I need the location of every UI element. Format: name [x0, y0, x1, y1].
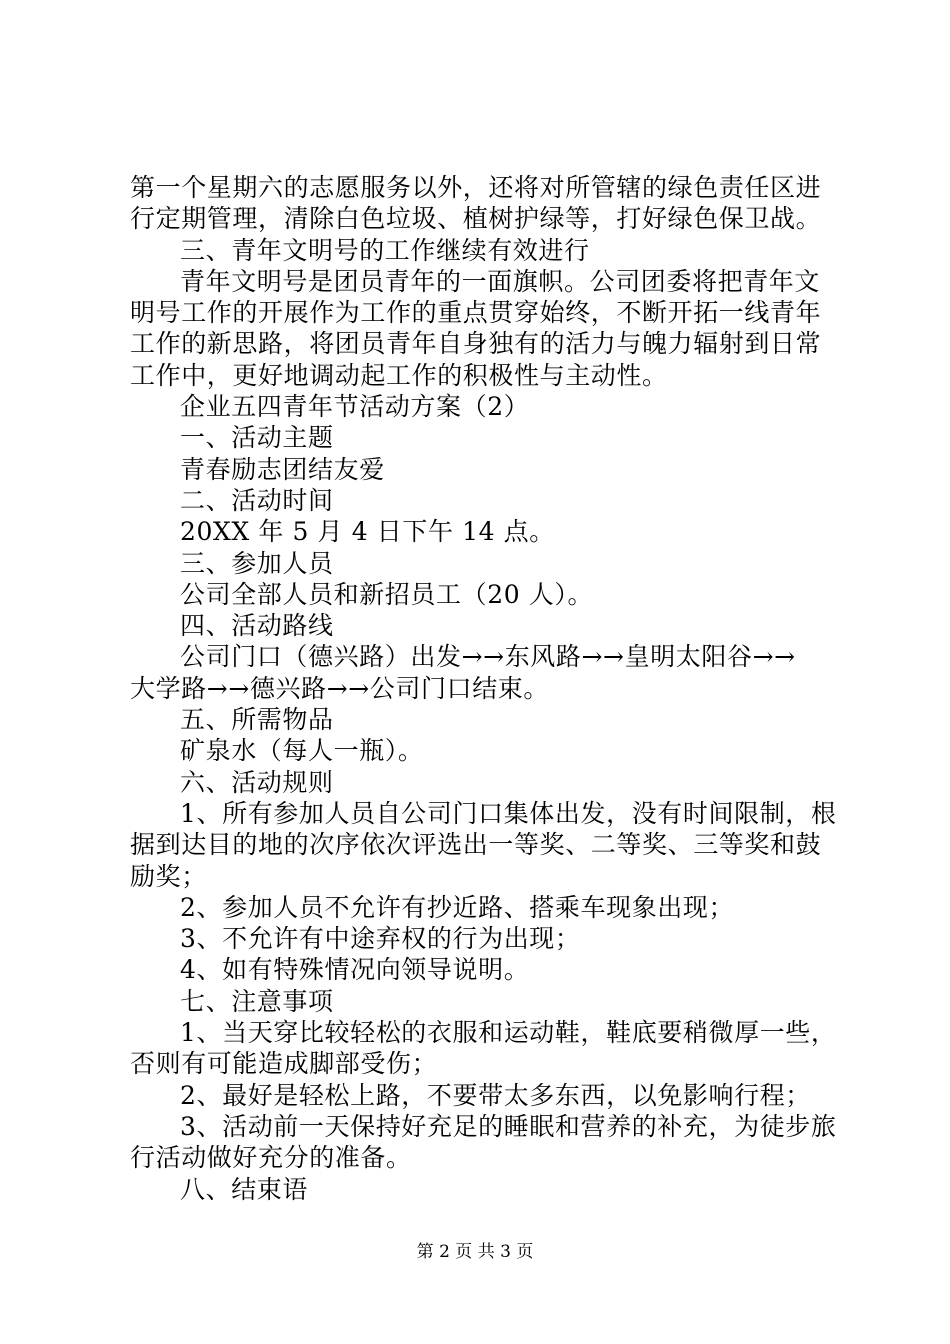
text-line: 励奖； [130, 861, 207, 891]
text-line: 四、活动路线 [180, 611, 334, 641]
text-line: 六、活动规则 [180, 767, 334, 797]
text-line: 否则有可能造成脚部受伤； [130, 1049, 438, 1079]
text-line: 七、注意事项 [180, 986, 334, 1016]
text-line: 2、参加人员不允许有抄近路、搭乘车现象出现； [180, 892, 735, 922]
text-line: 工作中，更好地调动起工作的积极性与主动性。 [130, 360, 668, 390]
text-line: 一、活动主题 [180, 423, 334, 453]
text-line: 20XX 年 5 月 4 日下午 14 点。 [180, 517, 555, 547]
text-line: 行活动做好充分的准备。 [130, 1143, 412, 1173]
text-line: 3、活动前一天保持好充足的睡眠和营养的补充，为徒步旅 [180, 1111, 837, 1141]
text-line: 青年文明号是团员青年的一面旗帜。公司团委将把青年文 [180, 266, 821, 296]
text-line: 1、所有参加人员自公司门口集体出发，没有时间限制，根 [180, 798, 837, 828]
text-line: 矿泉水（每人一瓶）。 [180, 736, 424, 766]
text-line: 据到达目的地的次序依次评选出一等奖、二等奖、三等奖和鼓 [130, 830, 822, 860]
text-line: 第一个星期六的志愿服务以外，还将对所管辖的绿色责任区进 [130, 173, 822, 202]
text-line: 2、最好是轻松上路，不要带太多东西，以免影响行程； [180, 1080, 811, 1110]
document-body [130, 172, 837, 1205]
text-line: 大学路→→德兴路→→公司门口结束。 [130, 673, 549, 703]
text-line: 明号工作的开展作为工作的重点贯穿始终，不断开拓一线青年 [130, 298, 822, 328]
text-line: 企业五四青年节活动方案（2） [180, 392, 530, 422]
text-line: 三、青年文明号的工作继续有效进行 [180, 235, 590, 265]
text-line: 1、当天穿比较轻松的衣服和运动鞋，鞋底要稍微厚一些， [180, 1018, 837, 1048]
text-line: 工作的新思路，将团员青年自身独有的活力与魄力辐射到日常 [130, 329, 822, 359]
text-line: 二、活动时间 [180, 485, 334, 515]
text-line: 3、不允许有中途弃权的行为出现； [180, 924, 581, 954]
text-line: 行定期管理，清除白色垃圾、植树护绿等，打好绿色保卫战。 [130, 204, 822, 234]
text-line: 公司全部人员和新招员工（20 人）。 [180, 579, 594, 609]
text-line: 4、如有特殊情况向领导说明。 [180, 955, 530, 985]
text-line: 三、参加人员 [180, 548, 334, 578]
text-line: 公司门口（德兴路）出发→→东风路→→皇明太阳谷→→ [180, 642, 796, 672]
text-line: 五、所需物品 [180, 705, 334, 735]
text-line: 青春励志团结友爱 [180, 454, 385, 484]
page-number-footer: 第 2 页 共 3 页 [416, 1242, 534, 1262]
text-line: 八、结束语 [180, 1174, 309, 1204]
